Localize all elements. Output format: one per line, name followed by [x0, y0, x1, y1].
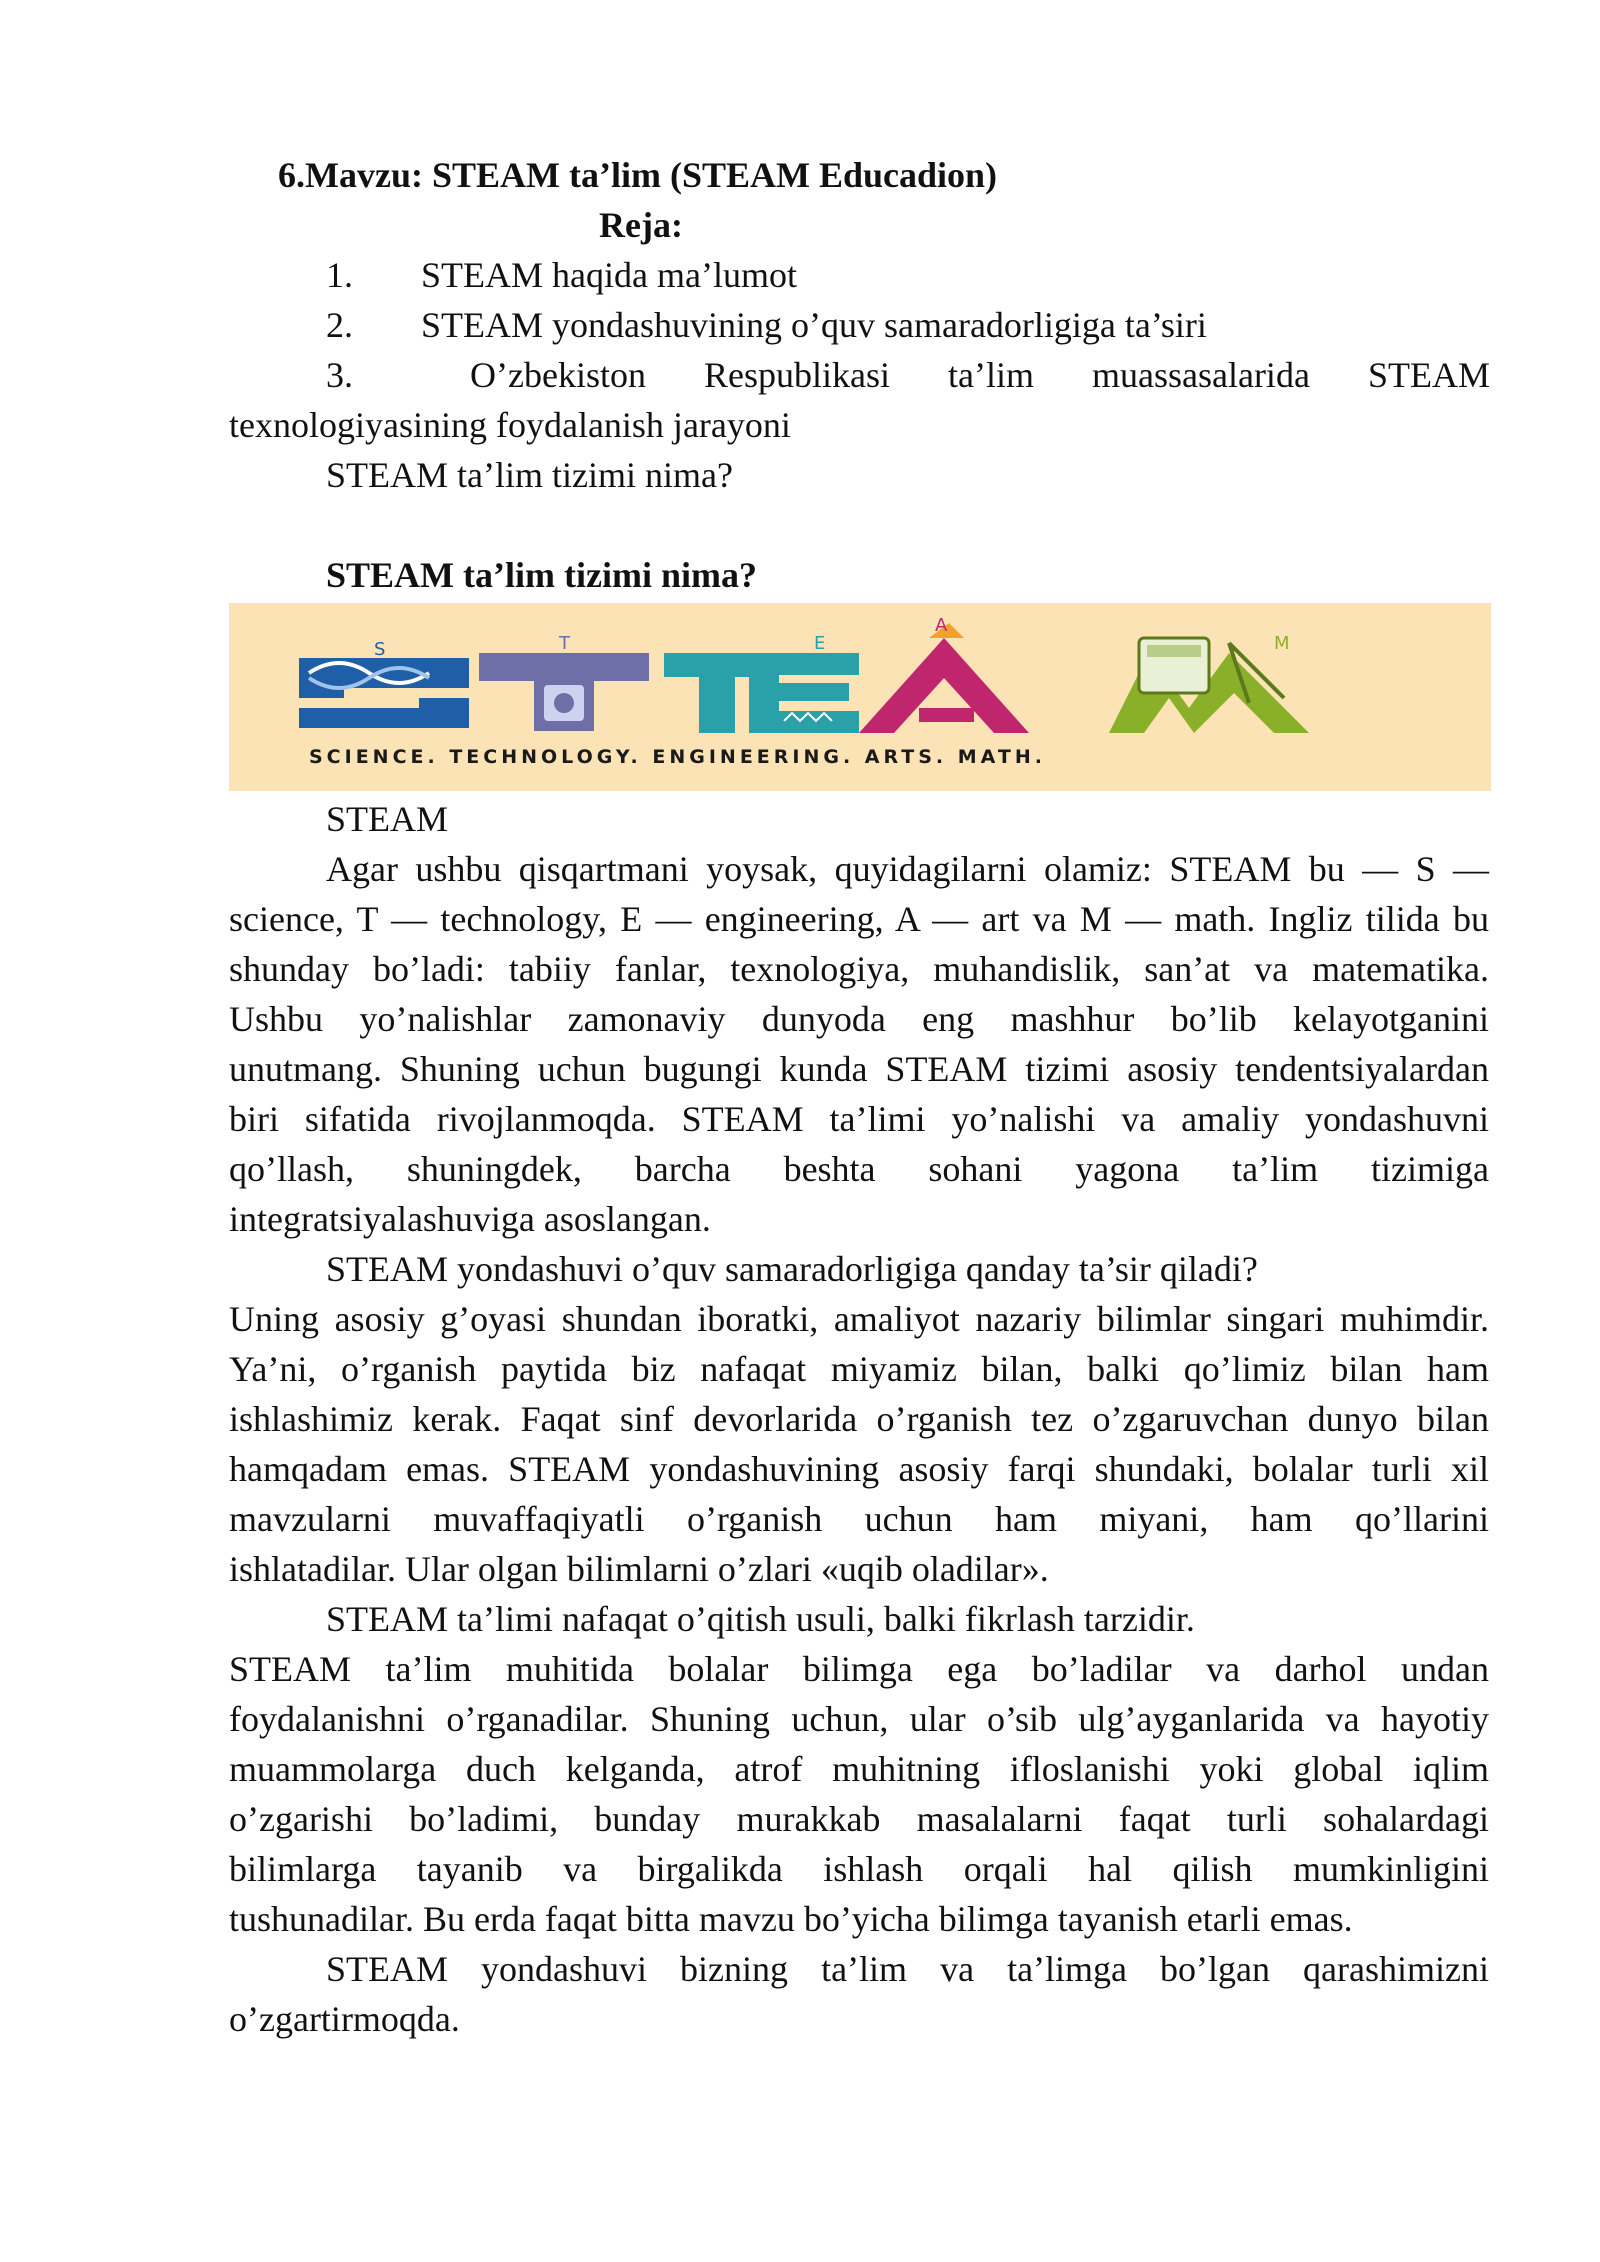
paragraph-line: Ya’ni, o’rganish paytida biz nafaqat miyamiz bilan, balki qo’limiz bilan ham: [229, 1349, 1489, 1389]
letter-e-glyph: E: [814, 633, 826, 654]
paragraph-2: [229, 1294, 1489, 1594]
letter-t-glyph: T: [559, 633, 570, 654]
plan-item-1-text: STEAM haqida ma’lumot: [421, 255, 797, 295]
paragraph-line: shunday bo’ladi: tabiiy fanlar, texnologiya, muhandislik, san’at va matematika.: [229, 949, 1489, 989]
paragraph-line: hamqadam emas. STEAM yondashuvining asosiy farqi shundaki, bolalar turli xil: [229, 1449, 1489, 1489]
plan-item-3-number: 3.: [326, 355, 353, 395]
plan-item-1-number: 1.: [326, 255, 353, 295]
paragraph-line: Agar ushbu qisqartmani yoysak, quyidagilarni olamiz: STEAM bu — S —: [326, 849, 1489, 889]
paragraph-line: foydalanishni o’rganadilar. Shuning uchun, ular o’sib ulg’ayganlarida va hayotiy: [229, 1699, 1489, 1739]
paragraph-line: mavzularni muvaffaqiyatli o’rganish uchun ham miyani, ham qo’llarini: [229, 1499, 1489, 1539]
paragraph-4: [229, 1944, 1489, 2044]
paragraph-line: muammolarga duch kelganda, atrof muhitning ifloslanishi yoki global iqlim: [229, 1749, 1489, 1789]
paragraph-line: Ushbu yo’nalishlar zamonaviy dunyoda eng mashhur bo’lib kelayotganini: [229, 999, 1489, 1039]
paragraph-3: [229, 1644, 1489, 1944]
steam-banner-image: [229, 603, 1491, 791]
lesson-title: 6.Mavzu: STEAM ta’lim (STEAM Educadion): [278, 155, 998, 195]
paragraph-line: STEAM yondashuvi bizning ta’lim va ta’limga bo’lgan qarashimizni: [326, 1949, 1489, 1989]
plan-item-3-word: Respublikasi: [703, 355, 890, 395]
plan-item-3-word: muassasalarida: [1092, 355, 1310, 395]
paragraph-1: [229, 844, 1489, 1244]
plan-item-3-text: [470, 350, 1490, 400]
paragraph-line: o’zgartirmoqda.: [229, 1999, 460, 2039]
paragraph-line: bilimlarga tayanib va birgalikda ishlash orqali hal qilish mumkinligini: [229, 1849, 1489, 1889]
paragraph-line: o’zgarishi bo’ladimi, bunday murakkab masalalarni faqat turli sohalardagi: [229, 1799, 1489, 1839]
question-plain: STEAM ta’lim tizimi nima?: [326, 455, 733, 495]
letter-s-glyph: S: [374, 639, 386, 660]
paragraph-line: ishlashimiz kerak. Faqat sinf devorlarida o’rganish tez o’zgaruvchan dunyo bilan: [229, 1399, 1489, 1439]
plan-item-3-word: STEAM: [1367, 355, 1490, 395]
paragraph-line: science, T — technology, E — engineering, A — art va M — math. Ingliz tilida bu: [229, 899, 1489, 939]
paragraph-line: integratsiyalashuviga asoslangan.: [229, 1199, 711, 1239]
paragraph-line: unutmang. Shuning uchun bugungi kunda STEAM tizimi asosiy tendentsiyalardan: [229, 1049, 1489, 1089]
paragraph-line: STEAM ta’lim muhitida bolalar bilimga ega bo’ladilar va darhol undan: [229, 1649, 1489, 1689]
section-heading: STEAM ta’lim tizimi nima?: [326, 555, 757, 595]
paragraph-line: ishlatadilar. Ular olgan bilimlarni o’zlari «uqib oladilar».: [229, 1549, 1049, 1589]
plan-item-2-number: 2.: [326, 305, 353, 345]
steam-logo-graphic: [229, 603, 1491, 791]
paragraph-line: Uning asosiy g’oyasi shundan iboratki, amaliyot nazariy bilimlar singari muhimdir.: [229, 1299, 1489, 1339]
paragraph-line: tushunadilar. Bu erda faqat bitta mavzu bo’yicha bilimga tayanish etarli emas.: [229, 1899, 1353, 1939]
statement-3: STEAM ta’limi nafaqat o’qitish usuli, balki fikrlash tarzidir.: [326, 1599, 1195, 1639]
question-2: STEAM yondashuvi o’quv samaradorligiga qanday ta’sir qiladi?: [326, 1249, 1258, 1289]
steam-label: STEAM: [326, 799, 449, 839]
paragraph-line: biri sifatida rivojlanmoqda. STEAM ta’limi yo’nalishi va amaliy yondashuvni: [229, 1099, 1489, 1139]
plan-item-3-continuation: texnologiyasining foydalanish jarayoni: [229, 405, 791, 445]
plan-item-2-text: STEAM yondashuvining o’quv samaradorligiga ta’siri: [421, 305, 1207, 345]
plan-item-3-word: O’zbekiston: [470, 355, 646, 395]
plan-item-3-word: ta’lim: [948, 355, 1034, 395]
plan-heading: Reja:: [599, 205, 683, 245]
letter-m-glyph: M: [1274, 633, 1290, 654]
letter-a-glyph: A: [935, 615, 948, 636]
banner-caption: SCIENCE. TECHNOLOGY. ENGINEERING. ARTS. MATH.: [309, 746, 1046, 768]
paragraph-line: qo’llash, shuningdek, barcha beshta sohani yagona ta’lim tizimiga: [229, 1149, 1489, 1189]
